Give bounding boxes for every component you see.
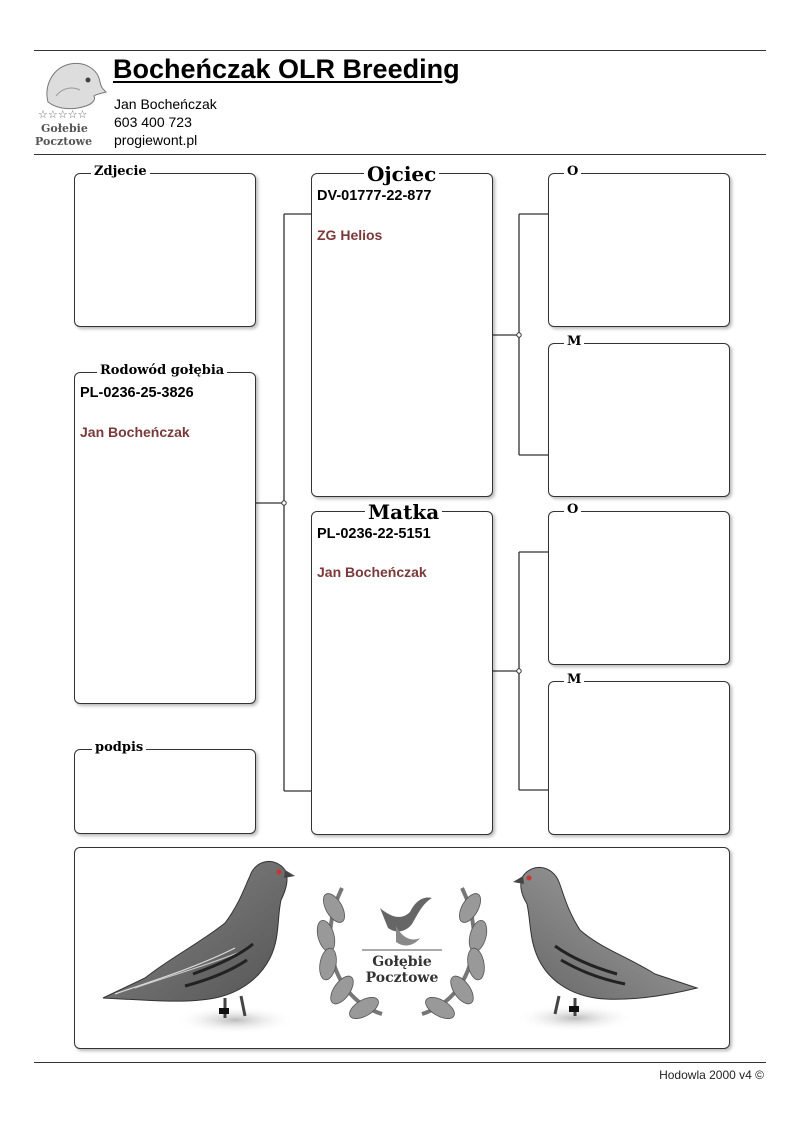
mother-mother-label: M xyxy=(564,673,584,686)
pedigree-label: Rodowód gołębia xyxy=(97,364,227,377)
photo-box xyxy=(74,173,256,327)
photo-label: Zdjecie xyxy=(91,165,150,178)
mother-box xyxy=(311,511,493,835)
father-name: ZG Helios xyxy=(317,227,383,243)
footer-credit: Hodowla 2000 v4 © xyxy=(659,1068,764,1082)
mother-label: Matka xyxy=(365,502,442,522)
website: progiewont.pl xyxy=(114,132,198,148)
mother-owner: Jan Bocheńczak xyxy=(317,564,427,580)
father-mother-label: M xyxy=(564,335,584,348)
signature-label: podpis xyxy=(92,741,146,754)
pigeon-banner xyxy=(74,847,730,1049)
father-label: Ojciec xyxy=(364,164,439,184)
emblem-laurel-icon xyxy=(314,888,490,1023)
page-title: Bocheńczak OLR Breeding xyxy=(113,54,460,84)
phone-number: 603 400 723 xyxy=(114,114,192,130)
pigeon-ring-number: PL-0236-25-3826 xyxy=(80,385,194,401)
logo-text-line2: Pocztowe xyxy=(35,135,93,148)
pigeon-owner: Jan Bocheńczak xyxy=(80,424,190,440)
father-box xyxy=(311,173,493,497)
right-pigeon-icon xyxy=(513,867,697,1032)
footer-rule xyxy=(34,1062,766,1063)
father-ring-number: DV-01777-22-877 xyxy=(317,188,432,204)
emblem-text-line1: Gołębie xyxy=(372,954,432,970)
mother-ring-number: PL-0236-22-5151 xyxy=(317,526,431,542)
mother-mother-box xyxy=(548,681,730,835)
father-father-box xyxy=(548,173,730,327)
left-pigeon-icon xyxy=(103,861,295,1034)
emblem-text-line2: Pocztowe xyxy=(365,970,439,986)
signature-box xyxy=(74,749,256,834)
mother-father-label: O xyxy=(564,503,581,516)
owner-name: Jan Bocheńczak xyxy=(114,96,217,112)
mother-father-box xyxy=(548,511,730,665)
father-mother-box xyxy=(548,343,730,497)
logo-text-line1: Gołebie xyxy=(41,122,88,135)
svg-text:☆☆☆☆☆: ☆☆☆☆☆ xyxy=(38,108,88,121)
banner-illustration xyxy=(75,848,729,1048)
father-father-label: O xyxy=(564,165,581,178)
pigeon-pedigree-box xyxy=(74,372,256,704)
